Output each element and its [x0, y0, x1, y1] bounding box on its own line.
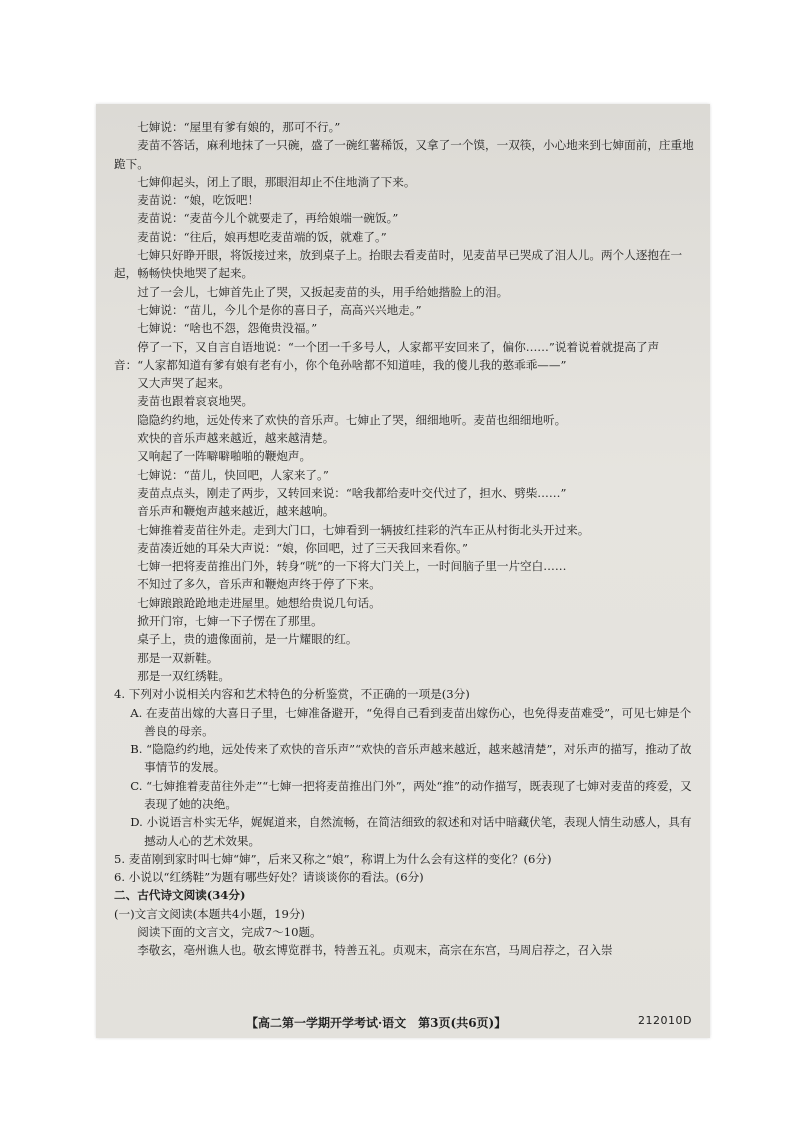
story-paragraph: 麦苗凑近她的耳朵大声说：“娘，你回吧，过了三天我回来看你。” — [137, 540, 468, 555]
story-paragraph: 麦苗不答话，麻利地抹了一只碗，盛了一碗红薯稀饭，又拿了一个馍，一双筷，小心地来到七婶面前，庄重地跪下。 — [114, 138, 694, 171]
story-paragraph: 七婶说：“屋里有爹有娘的，那可不行。” — [137, 120, 341, 134]
page-footer — [96, 1014, 710, 1032]
story-paragraph: 不知过了多久，音乐声和鞭炮声终于停了下来。 — [137, 577, 381, 592]
story-paragraph: 欢快的音乐声越来越近，越来越清楚。 — [137, 431, 335, 446]
story-paragraph: 麦苗说：“麦苗今儿个就要走了，再给娘端一碗饭。” — [137, 211, 399, 226]
question-4-option-c: C. “七婶推着麦苗往外走”“七婶一把将麦苗推出门外”，两处“推”的动作描写，既表现了七婶对麦苗的疼爱，又表现了她的决绝。 — [130, 778, 692, 811]
story-paragraph: 又响起了一阵噼噼啪啪的鞭炮声。 — [137, 449, 312, 464]
story-paragraph: 麦苗也跟着哀哀地哭。 — [137, 394, 254, 409]
question-6: 6. 小说以“红绣鞋”为题有哪些好处？请谈谈你的看法。(6分) — [114, 870, 424, 885]
story-paragraph: 那是一双红绣鞋。 — [137, 668, 230, 683]
story-paragraph: 停了一下，又自言自语地说：“一个团一千多号人，人家都平安回来了，偏你……”说着说着就提高了声音：“人家都知道有爹有娘有老有小，你个龟孙啥都不知道哇，我的傻儿我的憨乖乖——” — [114, 339, 660, 372]
story-paragraph: 掀开门帘，七婶一下子愣在了那里。 — [137, 614, 323, 629]
story-paragraph: 七婶推着麦苗往外走。走到大门口，七婶看到一辆披红挂彩的汽车正从村街北头开过来。 — [137, 522, 590, 537]
reading-instruction: 阅读下面的文言文，完成7～10题。 — [137, 925, 322, 940]
story-paragraph: 隐隐约约地，远处传来了欢快的音乐声。七婶止了哭，细细地听。麦苗也细细地听。 — [137, 412, 567, 427]
story-paragraph: 那是一双新鞋。 — [137, 650, 219, 665]
story-paragraph: 七婶踉踉跄跄地走进屋里。她想给贵说几句话。 — [137, 595, 381, 610]
question-4-option-a: A. 在麦苗出嫁的大喜日子里，七婶准备避开，“免得自己看到麦苗出嫁伤心，也免得麦苗难受”，可见七婶是个善良的母亲。 — [130, 705, 692, 738]
question-4-option-b: B. “隐隐约约地，远处传来了欢快的音乐声”“欢快的音乐声越来越近，越来越清楚”，对乐声的描写，推动了故事情节的发展。 — [130, 742, 692, 775]
question-4-stem: 4. 下列对小说相关内容和艺术特色的分析鉴赏，不正确的一项是(3分) — [114, 687, 470, 702]
story-paragraph: 七婶说：“啥也不怨，怨俺贵没福。” — [137, 321, 318, 336]
story-paragraph: 麦苗说：“往后，娘再想吃麦苗端的饭，就难了。” — [137, 229, 387, 244]
footer-code: 212010D — [638, 1014, 692, 1027]
story-text — [114, 118, 696, 685]
question-5: 5. 麦苗刚到家时叫七婶“婶”，后来又称之“娘”，称谓上为什么会有这样的变化？(6分) — [114, 851, 552, 866]
story-paragraph: 又大声哭了起来。 — [137, 376, 230, 391]
section-2-subheading: (一)文言文阅读(本题共4小题，19分) — [114, 906, 305, 921]
footer-title: 【高二第一学期开学考试·语文 第3页(共6页)】 — [246, 1016, 507, 1030]
section-2-heading: 二、古代诗文阅读(34分) — [114, 888, 246, 903]
story-paragraph: 麦苗说：“娘，吃饭吧！ — [137, 193, 260, 208]
story-paragraph: 七婶只好睁开眼，将饭接过来，放到桌子上。抬眼去看麦苗时，见麦苗早已哭成了泪人儿。两个人逐抱在一起，畅畅快快地哭了起来。 — [114, 248, 683, 281]
story-paragraph: 七婶一把将麦苗推出门外，转身“咣”的一下将大门关上，一时间脑子里一片空白…… — [137, 559, 567, 574]
page-body — [114, 118, 696, 960]
story-paragraph: 过了一会儿，七婶首先止了哭，又扳起麦苗的头，用手给她揩脸上的泪。 — [137, 284, 509, 299]
story-paragraph: 音乐声和鞭炮声越来越近，越来越响。 — [137, 504, 335, 519]
story-paragraph: 七婶说：“苗儿，快回吧，人家来了。” — [137, 467, 329, 482]
story-paragraph: 七婶仰起头，闭上了眼，那眼泪却止不住地淌了下来。 — [137, 174, 416, 189]
question-4-option-d: D. 小说语言朴实无华，娓娓道来，自然流畅，在简洁细致的叙述和对话中暗藏伏笔，表现人情生动感人，具有撼动人心的艺术效果。 — [130, 815, 692, 848]
story-paragraph: 麦苗点点头，刚走了两步，又转回来说：“啥我都给麦叶交代过了，担水、劈柴……” — [137, 485, 567, 500]
story-paragraph: 七婶说：“苗儿，今儿个是你的喜日子，高高兴兴地走。” — [137, 302, 422, 317]
scanned-page — [96, 104, 710, 1038]
classical-text-first-line: 李敬玄，亳州谯人也。敬玄博览群书，特善五礼。贞观末，高宗在东宫，马周启荐之，召入崇 — [137, 943, 613, 958]
story-paragraph: 桌子上，贵的遗像面前，是一片耀眼的红。 — [137, 632, 358, 647]
